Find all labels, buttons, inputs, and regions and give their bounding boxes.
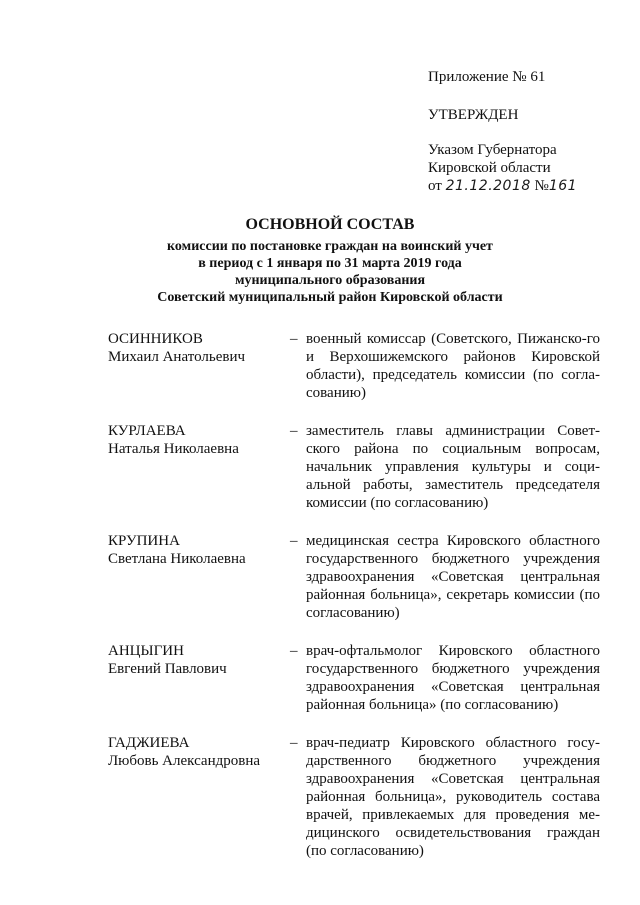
member-role: врач-офтальмолог Кировского областного государственного бюджетного учреждения здравоохранения «Советская центральная районная больница» (по согласованию) <box>306 643 600 713</box>
decree-line-2: Кировской области <box>428 160 551 176</box>
document-title <box>60 214 600 306</box>
decree-number: 161 <box>548 178 578 194</box>
title-line-2: в период с 1 января по 31 марта 2019 года <box>198 256 462 271</box>
title-line-3: муниципального образования <box>234 273 426 288</box>
members-list <box>108 330 600 880</box>
member-given-name: Евгений Павлович <box>108 661 227 677</box>
member-surname: ГАДЖИЕВА <box>108 735 190 751</box>
member-entry <box>108 734 600 860</box>
decree-reference <box>428 141 577 195</box>
member-dash: – <box>290 331 298 347</box>
member-role: военный комиссар (Советского, Пижанско-го и Верхошижемского районов Кировской области), председатель комиссии (по согла-сованию) <box>306 331 600 401</box>
member-surname: АНЦЫГИН <box>108 643 184 659</box>
member-dash: – <box>290 533 298 549</box>
member-name <box>108 422 290 512</box>
decree-date: 21.12.2018 <box>445 178 531 194</box>
member-dash: – <box>290 643 298 659</box>
member-dash: – <box>290 735 298 751</box>
member-role: врач-педиатр Кировского областного госу-дарственного бюджетного учреждения здравоохранения «Советская центральная районная больница», руководитель состава врачей, привлекаемых для проведения ме-дицинского освидетельствования граждан (по согласованию) <box>306 735 600 859</box>
member-surname: КУРЛАЕВА <box>108 423 186 439</box>
member-name <box>108 330 290 402</box>
member-surname: ОСИННИКОВ <box>108 331 203 347</box>
member-given-name: Светлана Николаевна <box>108 551 246 567</box>
member-given-name: Любовь Александровна <box>108 753 260 769</box>
appendix-label: Приложение № 61 <box>428 69 546 85</box>
member-role: медицинская сестра Кировского областного государственного бюджетного учреждения здравоохранения «Советская центральная районная больница», секретарь комиссии (по согласованию) <box>306 533 600 621</box>
approved-label: УТВЕРЖДЕН <box>428 107 519 123</box>
member-name <box>108 734 290 860</box>
title-line-4: Советский муниципальный район Кировской области <box>157 290 503 305</box>
member-entry <box>108 422 600 512</box>
member-role: заместитель главы администрации Совет-ского района по социальным вопросам, начальник управления культуры и соци-альной работы, заместитель председателя комиссии (по согласованию) <box>306 423 600 511</box>
member-entry <box>108 330 600 402</box>
decree-line-3 <box>428 177 577 195</box>
decree-number-prefix: № <box>534 178 549 194</box>
member-entry <box>108 642 600 714</box>
member-given-name: Михаил Анатольевич <box>108 349 246 365</box>
decree-prefix: от <box>428 178 442 194</box>
title-main: ОСНОВНОЙ СОСТАВ <box>245 216 415 233</box>
member-dash: – <box>290 423 298 439</box>
member-name <box>108 642 290 714</box>
member-given-name: Наталья Николаевна <box>108 441 239 457</box>
title-line-1: комиссии по постановке граждан на воинский учет <box>167 239 493 254</box>
member-surname: КРУПИНА <box>108 533 180 549</box>
decree-line-1: Указом Губернатора <box>428 142 557 158</box>
member-entry <box>108 532 600 622</box>
member-name <box>108 532 290 622</box>
